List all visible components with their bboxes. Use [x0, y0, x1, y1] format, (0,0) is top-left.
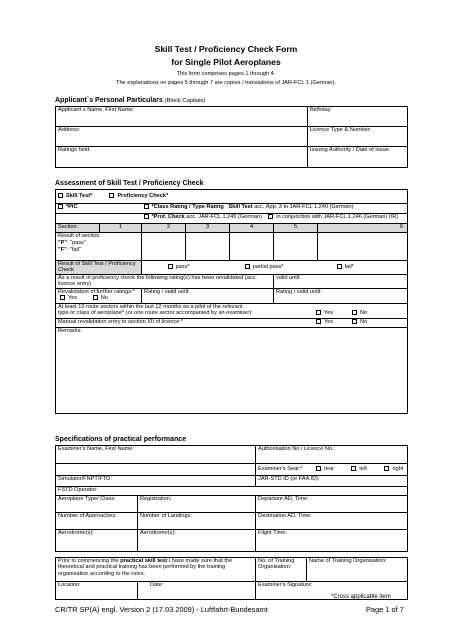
- route-sectors-yes[interactable]: [316, 310, 321, 315]
- form-explanation-note: The explanations on pages 5 through 7 are copies / translations of JAR-FCL 1 (German).: [116, 80, 336, 86]
- location-field[interactable]: Location:: [56, 582, 138, 600]
- footer-page-number: Page 1 of 7: [366, 605, 404, 614]
- section-label: Section: [56, 224, 100, 233]
- section-3: 3: [186, 224, 230, 233]
- cross-applicable-note: *Cross applicable item: [331, 594, 391, 600]
- seat-rear-checkbox[interactable]: [316, 466, 321, 471]
- ratings-field[interactable]: Ratings held:: [56, 147, 308, 168]
- approaches-field[interactable]: Number of Approaches:: [56, 513, 138, 530]
- form-pages-note: This form comprises pages 1 through 4.: [176, 71, 276, 77]
- address-field[interactable]: Address:: [56, 127, 308, 147]
- declaration-text: Prior to commencing the practical skill test I have made sure that the theoretical and practical training has been performed by the training organisation according to the rules.: [56, 558, 256, 582]
- form-title: Skill Test / Proficiency Check Form: [154, 44, 298, 54]
- assessment-table: Skill Test* Proficiency Check* *PIC *Class Rating / Type Rating Skill Test acc. App. 3 to JAR-FCL 1.240 (German) *Prof. Check acc. JAR-FCL 1.245 (German) in conjunction with JAR-FCL 1.246 (German) (IR) Section 1 2 3 4 5 6 Result of section "P": "pass" "F": "fail" Result of Skill Test / Proficiency Check pass* partial pass* fail* As a result of proficiency check the following rating(s) has been revalidated (acc. licence entry) valid until: Revalidation of further ratings:* Yes No Rating / valid until: Rating / valid until: At least 10 route sectors within the last 12 months as a pilot of the relevant type or class of aeroplane* (or one route sector accompanied by an examiner): Yes No Manual revalidation entry in section XII of licence:* Yes No Remarks:: [55, 189, 408, 414]
- departure-field[interactable]: Departure AD, Time:: [256, 496, 408, 513]
- manual-entry-yes[interactable]: [316, 319, 321, 324]
- examiner-signature-field[interactable]: Examiner's Signature:: [256, 582, 408, 600]
- proficiency-check-checkbox[interactable]: [109, 193, 114, 198]
- applicant-name-field[interactable]: Applicant`s Name, First Name:: [56, 107, 308, 127]
- aeroplane-type-field[interactable]: Aeroplane Type/ Class:: [56, 496, 138, 513]
- partial-pass-checkbox[interactable]: [245, 264, 250, 269]
- training-org-number-field[interactable]: No. of Training Organisation:: [256, 558, 307, 582]
- simulator-field[interactable]: Simulator/FNPT/FTD:: [56, 476, 256, 487]
- skill-test-checkbox[interactable]: [58, 193, 63, 198]
- ir-conjunction-checkbox[interactable]: [268, 214, 273, 219]
- pic-checkbox[interactable]: [58, 204, 63, 209]
- form-subtitle: for Single Pilot Aeroplanes: [171, 57, 281, 67]
- section-4: 4: [230, 224, 274, 233]
- section-5: 5: [274, 224, 318, 233]
- training-org-name-field[interactable]: Name of Training Organisation:: [307, 558, 408, 582]
- assessment-heading: Assessment of Skill Test / Proficiency Check: [55, 180, 204, 187]
- route-sectors-no[interactable]: [352, 310, 357, 315]
- aerodromes-field-1[interactable]: Aerodrome(s):: [56, 530, 138, 552]
- landings-field[interactable]: Number of Landings:: [138, 513, 256, 530]
- section-3-result[interactable]: [186, 233, 230, 261]
- examiner-name-field[interactable]: Examiner's Name, First Name:: [56, 446, 256, 464]
- section-4-result[interactable]: [230, 233, 274, 261]
- revalidated-ratings-field[interactable]: As a result of proficiency check the following rating(s) has been revalidated (acc. licence entry): [56, 274, 274, 288]
- prof-check-checkbox[interactable]: [144, 214, 149, 219]
- seat-right-checkbox[interactable]: [384, 466, 389, 471]
- section-6-result[interactable]: [318, 233, 408, 261]
- destination-field[interactable]: Destination AD, Time:: [256, 513, 408, 530]
- fail-checkbox[interactable]: [337, 264, 342, 269]
- result-label: Result of Skill Test / Proficiency Check: [56, 261, 142, 275]
- practical-heading: Specifications of practical performance: [55, 436, 187, 443]
- seat-left-checkbox[interactable]: [351, 466, 356, 471]
- rating-valid-until-2[interactable]: Rating / valid until:: [274, 288, 408, 303]
- class-rating-checkbox[interactable]: [144, 204, 149, 209]
- personal-heading: Applicant`s Personal Particulars (Block Capitals): [55, 97, 206, 104]
- section-2: 2: [142, 224, 186, 233]
- licence-field[interactable]: Licence Type & Number:: [308, 127, 408, 147]
- manual-entry-no[interactable]: [352, 319, 357, 324]
- authorisation-field[interactable]: Authorisation No./ Licence No.:: [256, 446, 408, 464]
- practical-table: Examiner's Name, First Name: Authorisation No./ Licence No.: Examiner's Seat:* rear left right Simulator/FNPT/FTD: JAR-STD ID (or FAA ID): FSTD Operator: Aeroplane Type/ Class: Registration: Departure AD, Time: Number of Approaches: Number of Landings: Destination AD, Time: Aerodrome(s): Aerodrome(s): Flight Time: Prior to commencing the practical skill test I have made sure that the theoretical and practical training has been performed by the training organisation according to the rules. No. of Training Organisation: Name of Training Organisation: Location: Date: Examiner's Signature:: [55, 445, 408, 600]
- date-field[interactable]: Date:: [138, 582, 256, 600]
- valid-until-field[interactable]: valid until:: [274, 274, 408, 288]
- further-ratings-no[interactable]: [93, 295, 98, 300]
- remarks-field[interactable]: Remarks:: [56, 327, 408, 413]
- rating-valid-until-1[interactable]: Rating / valid until:: [142, 288, 274, 303]
- personal-table: [55, 106, 408, 168]
- further-ratings-yes[interactable]: [60, 295, 65, 300]
- flight-time-field[interactable]: Flight Time:: [256, 530, 408, 552]
- pass-checkbox[interactable]: [168, 264, 173, 269]
- section-6: 6: [318, 224, 408, 233]
- birthday-field[interactable]: Birthday:: [308, 107, 408, 127]
- fstd-operator-field[interactable]: FSTD Operator:: [56, 487, 408, 496]
- issuing-authority-field[interactable]: Issuing Authority / Date of Issue:: [308, 147, 408, 168]
- footer-version: CR/TR SP(A) engl. Version 2 (17.03.2009) - Luftfahrt-Bundesamt: [55, 605, 268, 614]
- registration-field[interactable]: Registration:: [138, 496, 256, 513]
- aerodromes-field-2[interactable]: Aerodrome(s):: [138, 530, 256, 552]
- section-5-result[interactable]: [274, 233, 318, 261]
- jar-std-field[interactable]: JAR-STD ID (or FAA ID):: [256, 476, 408, 487]
- section-1: 1: [100, 224, 142, 233]
- section-2-result[interactable]: [142, 233, 186, 261]
